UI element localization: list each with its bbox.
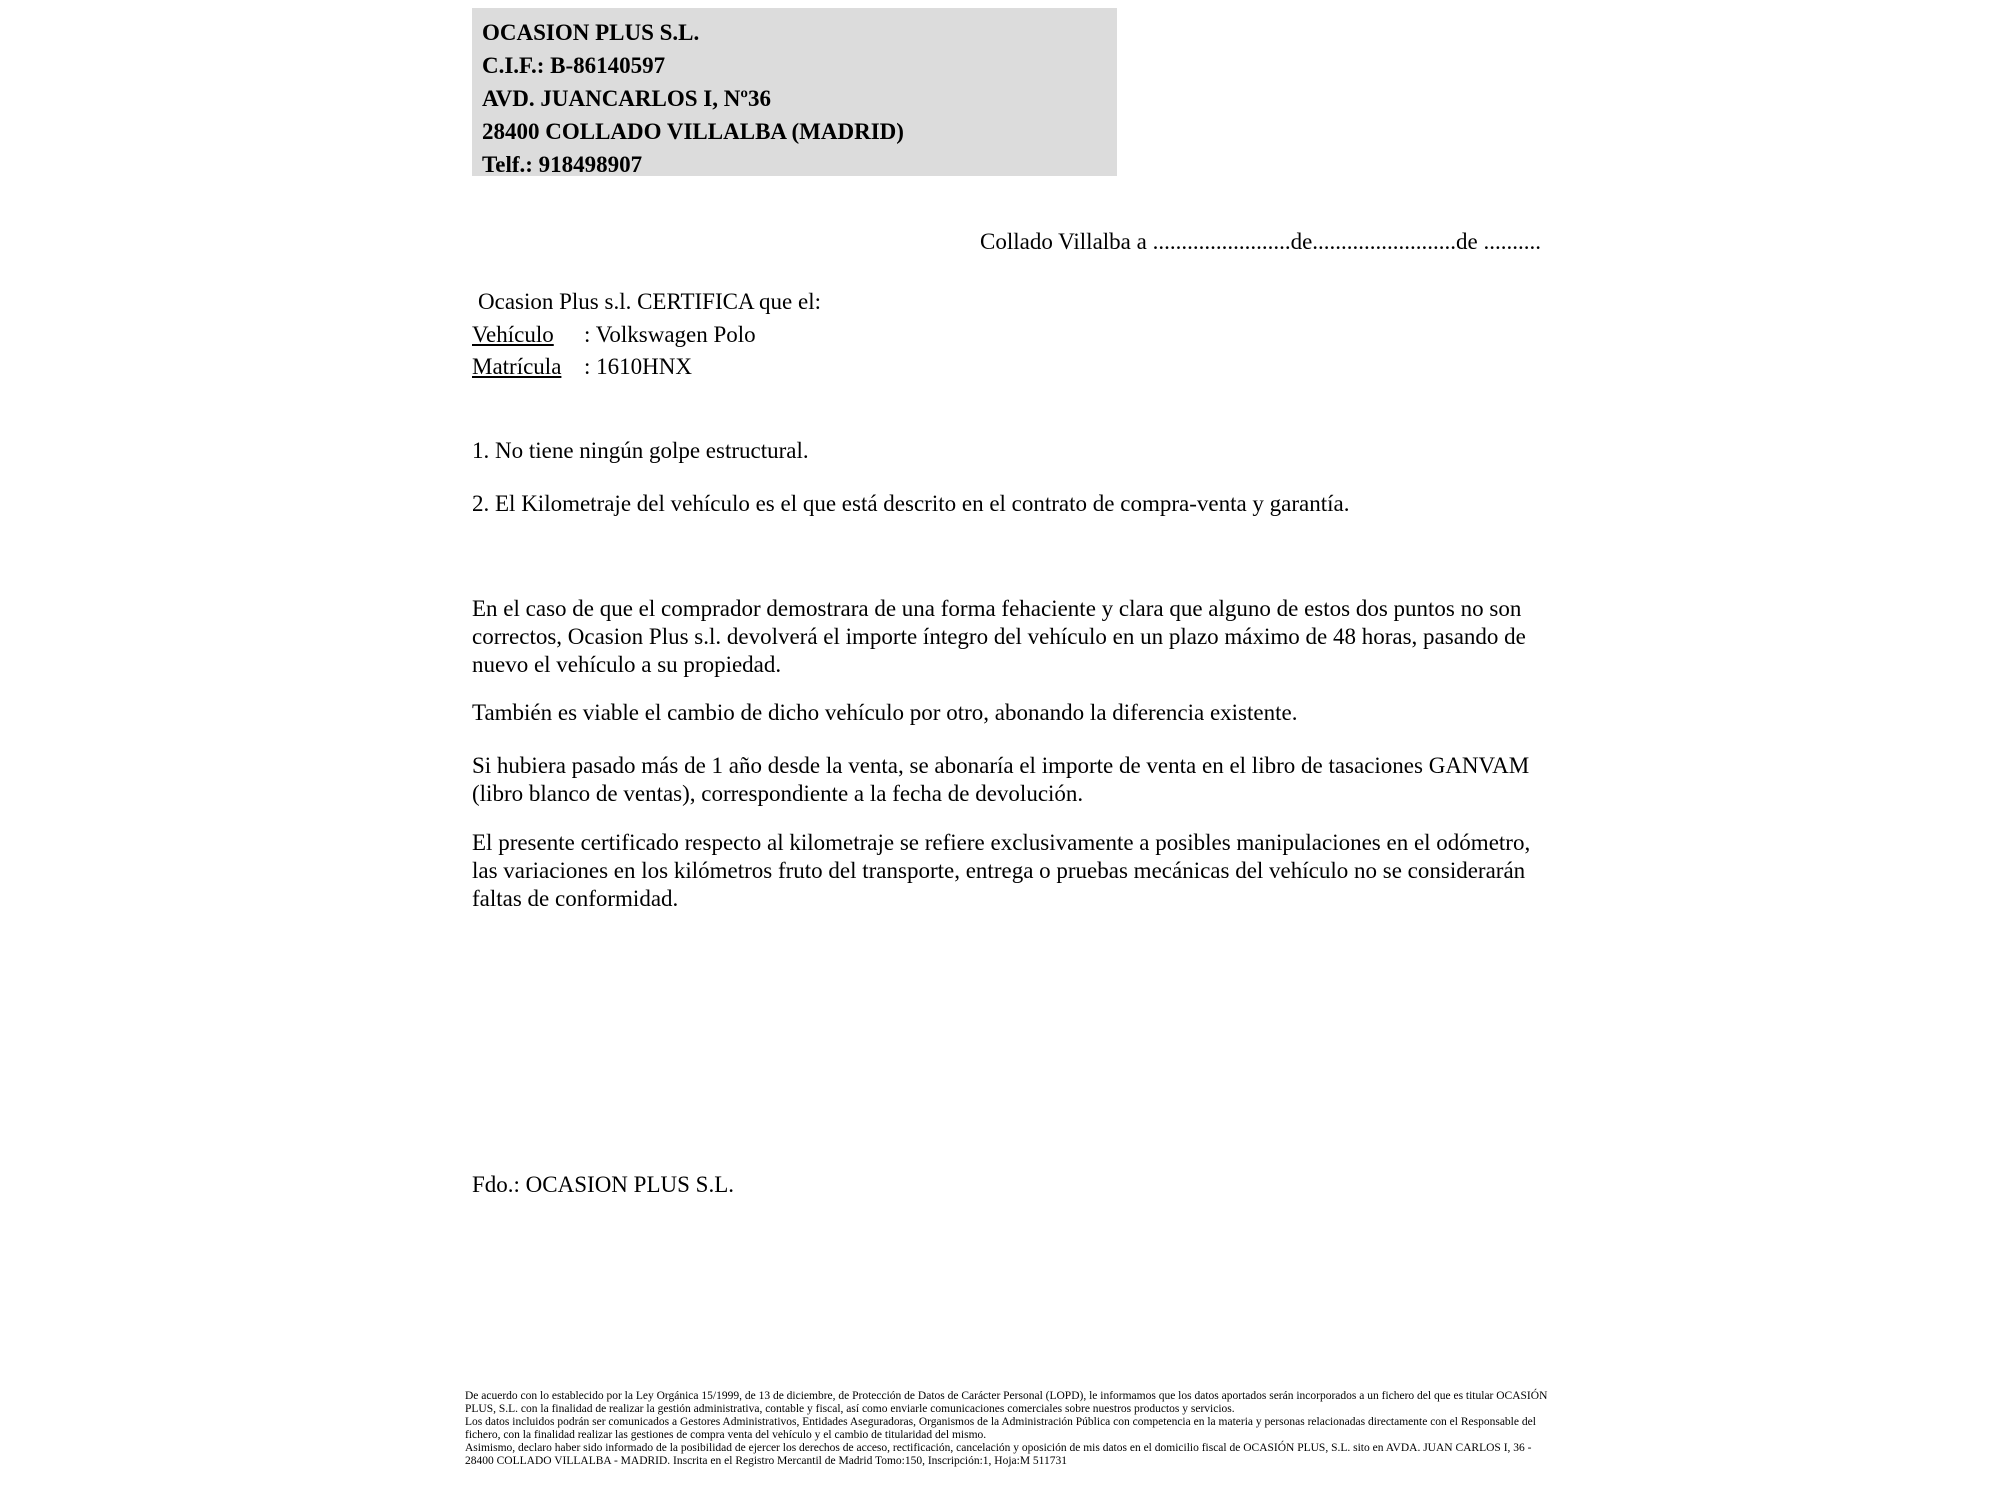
date-line: Collado Villalba a ........................de.........................de .......... bbox=[980, 229, 1541, 254]
paragraph-refund: En el caso de que el comprador demostrara de una forma fehaciente y clara que alguno de estos dos puntos no son correctos, Ocasion Plus s.l. devolverá el importe íntegro del vehículo en un plazo máximo de 48 horas, pasando de nuevo el vehículo a su propiedad. bbox=[472, 596, 1526, 677]
footer-paragraph-rights: Asimismo, declaro haber sido informado de la posibilidad de ejercer los derechos de acceso, rectificación, cancelación y oposición de mis datos en el domicilio fiscal de OCASIÓN PLUS, S.L. sito en AVDA. JUAN CARLOS I, 36 - 28400 COLLADO VILLALBA - MADRID. Inscrita en el Registro Mercantil de Madrid Tomo:150, Inscripción:1, Hoja:M 511731 bbox=[465, 1442, 1532, 1467]
paragraph-exchange: También es viable el cambio de dicho vehículo por otro, abonando la diferencia existente. bbox=[472, 700, 1298, 725]
signature-line: Fdo.: OCASION PLUS S.L. bbox=[472, 1172, 734, 1197]
point-2: 2. El Kilometraje del vehículo es el que está descrito en el contrato de compra-venta y garantía. bbox=[472, 491, 1350, 516]
plate-label: Matrícula bbox=[472, 354, 562, 379]
company-phone: Telf.: 918498907 bbox=[482, 152, 643, 177]
plate-value: : 1610HNX bbox=[584, 354, 692, 379]
company-address: AVD. JUANCARLOS I, Nº36 bbox=[482, 86, 771, 111]
footer-paragraph-lopd: De acuerdo con lo establecido por la Ley Orgánica 15/1999, de 13 de diciembre, de Protección de Datos de Carácter Personal (LOPD), le informamos que los datos aportados serán incorporados a un fichero del que es titular OCASIÓN PLUS, S.L. con la finalidad de realizar la gestión administrativa, contable y fiscal, así como enviarle comunicaciones comerciales sobre nuestros productos y servicios. bbox=[465, 1390, 1548, 1415]
company-name: OCASION PLUS S.L. bbox=[482, 20, 700, 45]
legal-footer bbox=[465, 1390, 1551, 1468]
point-1: 1. No tiene ningún golpe estructural. bbox=[472, 438, 809, 463]
footer-paragraph-data-sharing: Los datos incluidos podrán ser comunicados a Gestores Administrativos, Entidades Aseguradoras, Organismos de la Administración Pública con competencia en la materia y personas relacionadas directamente con el Responsable del fichero, con la finalidad realizar las gestiones de compra venta del vehículo y el cambio de titularidad del mismo. bbox=[465, 1416, 1536, 1441]
company-cif: C.I.F.: B-86140597 bbox=[482, 53, 666, 78]
plate-row bbox=[472, 353, 692, 381]
paragraph-ganvam: Si hubiera pasado más de 1 año desde la venta, se abonaría el importe de venta en el libro de tasaciones GANVAM (libro blanco de ventas), correspondiente a la fecha de devolución. bbox=[472, 753, 1530, 806]
vehicle-row bbox=[472, 321, 756, 349]
company-header bbox=[472, 8, 1117, 176]
company-city: 28400 COLLADO VILLALBA (MADRID) bbox=[482, 119, 904, 144]
paragraph-odometer: El presente certificado respecto al kilometraje se refiere exclusivamente a posibles manipulaciones en el odómetro, las variaciones en los kilómetros fruto del transporte, entrega o pruebas mecánicas del vehículo no se considerarán faltas de conformidad. bbox=[472, 830, 1531, 911]
vehicle-label: Vehículo bbox=[472, 322, 554, 347]
certifica-intro: Ocasion Plus s.l. CERTIFICA que el: bbox=[478, 289, 821, 314]
vehicle-value: : Volkswagen Polo bbox=[584, 322, 756, 347]
